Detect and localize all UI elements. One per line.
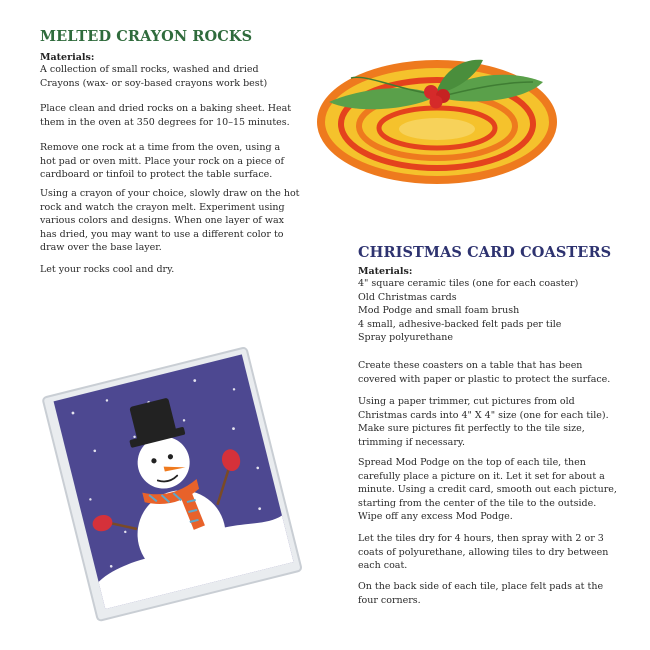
text-line: Make sure pictures fit perfectly to the tile size, [358, 423, 585, 434]
text-line: Wipe off any excess Mod Podge. [358, 511, 513, 522]
text-line: hot pad or oven mitt. Place your rock on a piece of [40, 155, 285, 167]
coaster-material-item: Old Christmas cards [358, 291, 457, 303]
coasters-step-4 [358, 532, 608, 573]
coaster-material-item: 4" square ceramic tiles (one for each coaster) [358, 278, 579, 289]
text-line: rock and watch the crayon melt. Experiment using [40, 201, 285, 213]
text-line: each coat. [358, 560, 408, 571]
coaster-material-item: Mod Podge and small foam brush [358, 305, 520, 316]
text-line: Christmas cards into 4" X 4" size (one for each tile). [358, 409, 609, 421]
text-line: four corners. [358, 594, 421, 606]
crayon-materials-list [40, 63, 267, 90]
crayon-material-item: Crayons (wax- or soy-based crayons work best) [40, 77, 268, 89]
coasters-step-3 [358, 456, 617, 524]
crayon-material-item: A collection of small rocks, washed and dried [40, 64, 259, 75]
text-line: minute. Using a credit card, smooth out each picture, [358, 484, 617, 495]
coasters-step-1 [358, 359, 610, 386]
text-line: starting from the center of the tile to the outside. [358, 497, 597, 509]
text-line: cardboard or tinfoil to protect the table surface. [40, 169, 273, 180]
text-line: On the back side of each tile, place felt pads at the [358, 581, 604, 592]
text-line: draw over the base layer. [40, 242, 162, 253]
crayon-step-4 [40, 263, 174, 277]
coaster-material-item: 4 small, adhesive-backed felt pads per tile [358, 318, 562, 330]
crayon-rocks-title: MELTED CRAYON ROCKS [40, 28, 253, 45]
text-line: Let your rocks cool and dry. [40, 264, 175, 275]
text-line: coats of polyurethane, allowing tiles to dry between [358, 546, 609, 558]
coaster-material-item: Spray polyurethane [358, 332, 454, 343]
text-line: Create these coasters on a table that has been [358, 360, 583, 371]
coasters-step-2 [358, 395, 609, 449]
text-line: various colors and designs. When one layer of wax [40, 215, 284, 226]
text-line: carefully place a picture on it. Let it set for about a [358, 470, 605, 482]
text-line: Let the tiles dry for 4 hours, then spray with 2 or 3 [358, 533, 604, 544]
coasters-materials-label: Materials: [358, 266, 413, 277]
text-line: Spread Mod Podge on the top of each tile, then [358, 457, 586, 468]
crayon-step-1 [40, 102, 291, 129]
painted-rock-illustration [315, 52, 555, 192]
coasters-title: CHRISTMAS CARD COASTERS [358, 244, 612, 261]
crayon-step-3 [40, 187, 300, 255]
text-line: them in the oven at 350 degrees for 10–15 minutes. [40, 116, 290, 128]
crayon-materials-label: Materials: [40, 52, 95, 63]
text-line: covered with paper or plastic to protect the surface. [358, 373, 611, 385]
coasters-materials-list [358, 277, 578, 345]
snowman-coaster-illustration [18, 330, 318, 630]
text-line: has dried, you may want to use a different color to [40, 228, 284, 240]
crayon-step-2 [40, 141, 284, 182]
coasters-step-5 [358, 580, 603, 607]
text-line: Place clean and dried rocks on a baking sheet. Heat [40, 103, 292, 114]
text-line: trimming if necessary. [358, 436, 466, 448]
text-line: Using a paper trimmer, cut pictures from old [358, 396, 575, 407]
text-line: Remove one rock at a time from the oven, using a [40, 142, 281, 153]
berry-icon [430, 96, 443, 109]
text-line: Using a crayon of your choice, slowly draw on the hot [40, 188, 300, 199]
